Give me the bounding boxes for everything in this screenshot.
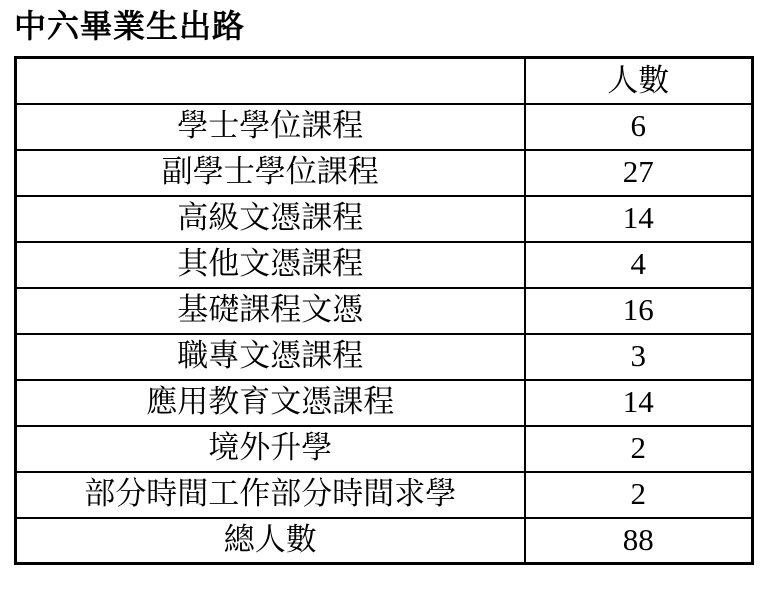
count-cell: 2 xyxy=(525,472,753,518)
page-title: 中六畢業生出路 xyxy=(14,8,246,44)
table-row xyxy=(16,242,753,288)
count-cell: 3 xyxy=(525,334,753,380)
count-header-cell: 人數 xyxy=(525,58,753,104)
count-cell: 14 xyxy=(525,196,753,242)
pathway-cell: 應用教育文憑課程 xyxy=(16,380,525,426)
table-header-row xyxy=(16,58,753,104)
pathway-cell: 副學士學位課程 xyxy=(16,150,525,196)
pathway-header-cell xyxy=(16,58,525,104)
pathway-cell: 學士學位課程 xyxy=(16,104,525,150)
count-cell: 4 xyxy=(525,242,753,288)
table-row xyxy=(16,288,753,334)
table-row xyxy=(16,150,753,196)
pathway-cell: 基礎課程文憑 xyxy=(16,288,525,334)
table-row-total xyxy=(16,518,753,564)
pathway-cell: 境外升學 xyxy=(16,426,525,472)
table-row xyxy=(16,472,753,518)
count-cell: 27 xyxy=(525,150,753,196)
count-cell: 2 xyxy=(525,426,753,472)
table-row xyxy=(16,196,753,242)
pathway-cell: 職專文憑課程 xyxy=(16,334,525,380)
count-cell: 16 xyxy=(525,288,753,334)
table-row xyxy=(16,104,753,150)
table-row xyxy=(16,380,753,426)
graduates-pathways-table xyxy=(14,56,754,565)
pathway-cell: 其他文憑課程 xyxy=(16,242,525,288)
count-cell: 14 xyxy=(525,380,753,426)
pathway-cell: 總人數 xyxy=(16,518,525,564)
table-row xyxy=(16,426,753,472)
count-cell: 88 xyxy=(525,518,753,564)
pathway-cell: 高級文憑課程 xyxy=(16,196,525,242)
count-cell: 6 xyxy=(525,104,753,150)
table-row xyxy=(16,334,753,380)
pathway-cell: 部分時間工作部分時間求學 xyxy=(16,472,525,518)
